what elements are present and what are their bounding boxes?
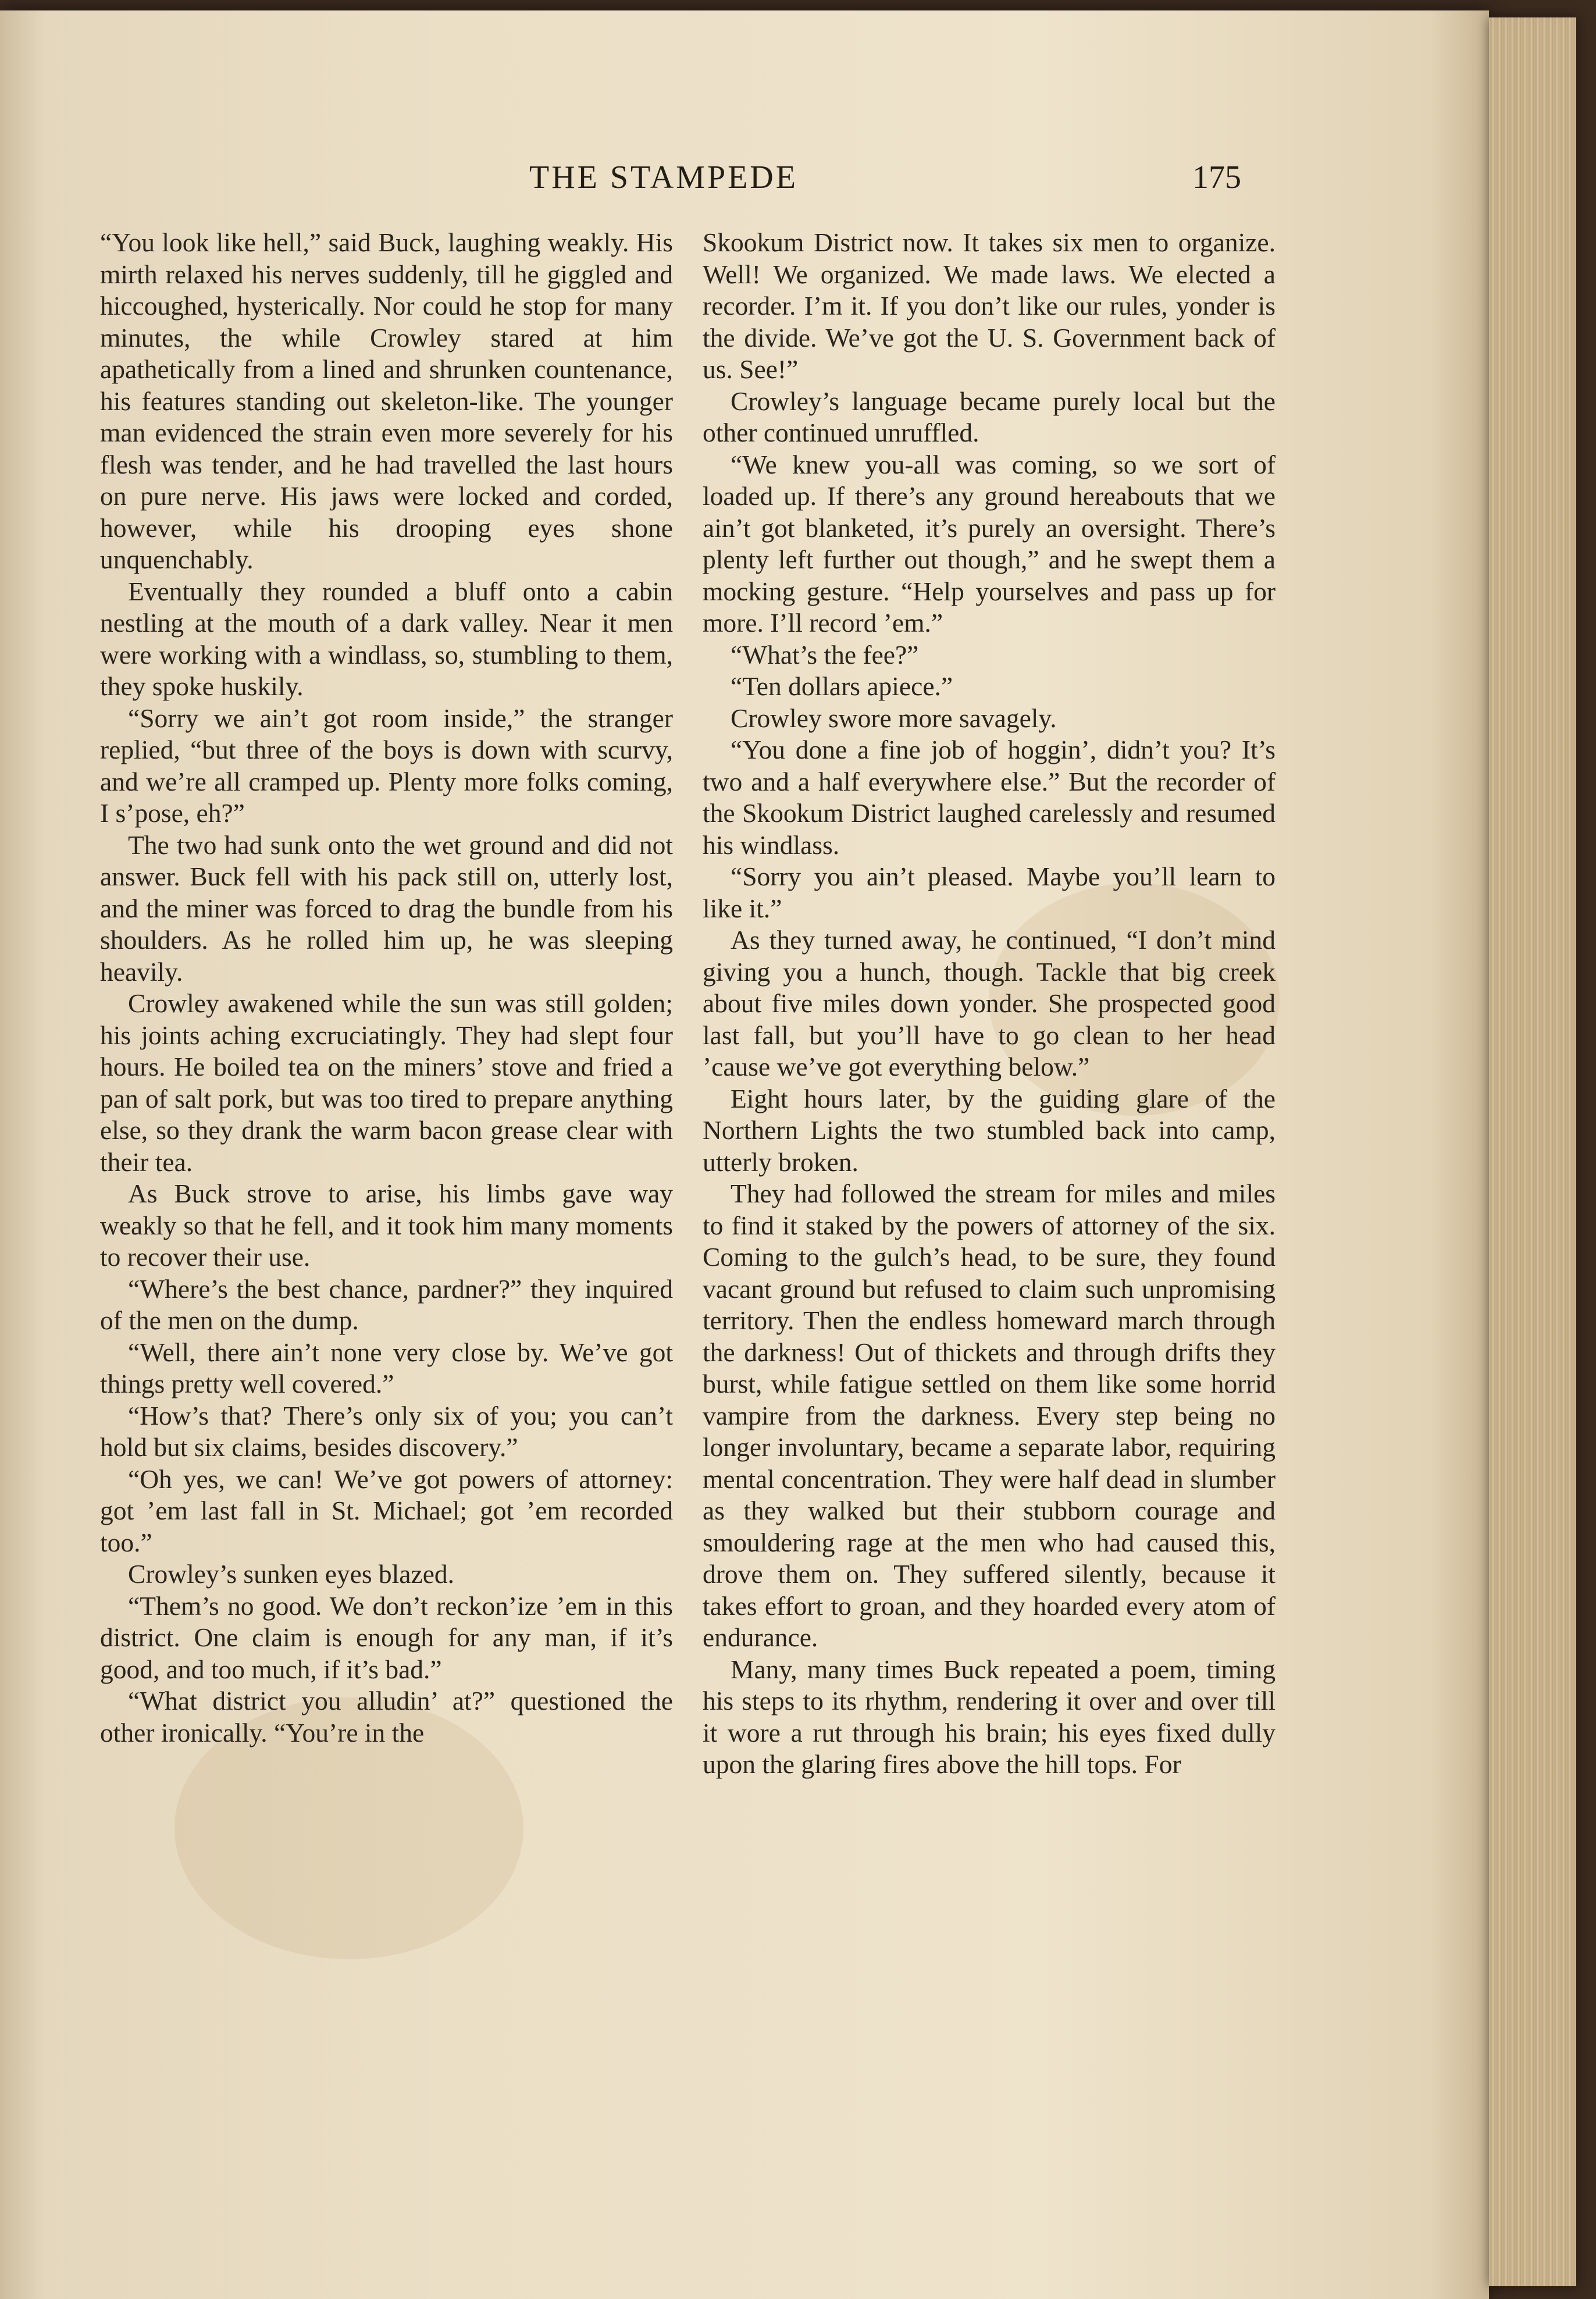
paragraph: “Sorry we ain’t got room inside,” the stranger replied, “but three of the boys is down with scurvy, and we’re all cramped up. Plenty more folks coming, I s’pose, eh?” xyxy=(100,703,673,828)
paragraph: “You done a fine job of hoggin’, didn’t you? It’s two and a half everywhere else.” But the recorder of the Skookum District laughed carelessly and resumed his windlass. xyxy=(703,735,1276,860)
paragraph: The two had sunk onto the wet ground and did not answer. Buck fell with his pack still on, utterly lost, and the miner was forced to drag the bundle from his shoulders. As he rolled him up, he was sleeping heavily. xyxy=(100,830,673,987)
page-number: 175 xyxy=(1192,159,1241,195)
paragraph: Crowley swore more savagely. xyxy=(731,703,1057,733)
paragraph: “What district you alludin’ at?” questioned the other ironically. “You’re in the xyxy=(100,1686,673,1748)
paragraph: “Sorry you ain’t pleased. Maybe you’ll learn to like it.” xyxy=(703,862,1276,923)
paragraph: Skookum District now. It takes six men to organize. Well! We organized. We made laws. We elected a recorder. I’m it. If you don’t like our rules, yonder is the divide. We’ve got the U. S. Government back of us. See!” xyxy=(703,227,1276,384)
paragraph: Eventually they rounded a bluff onto a cabin nestling at the mouth of a dark valley. Near it men were working with a windlass, so, stumbling to them, they spoke huskily. xyxy=(100,576,673,701)
paragraph: “How’s that? There’s only six of you; you can’t hold but six claims, besides discovery.” xyxy=(100,1400,673,1462)
paragraph: “Where’s the best chance, pardner?” they inquired of the men on the dump. xyxy=(100,1273,673,1335)
paragraph: As Buck strove to arise, his limbs gave way weakly so that he fell, and it took him many moments to recover their use. xyxy=(100,1179,673,1272)
paragraph: Crowley’s sunken eyes blazed. xyxy=(128,1559,455,1589)
running-title: THE STAMPEDE xyxy=(529,159,798,195)
book-page xyxy=(0,10,1489,2299)
paragraph: “You look like hell,” said Buck, laughing weakly. His mirth relaxed his nerves suddenly, till he giggled and hiccoughed, hysterically. Nor could he stop for many minutes, the while Crowley stared at him apathetically from a lined and shrunken countenance, his features standing out skeleton-like. The younger man evidenced the strain even more severely for his flesh was tender, and he had travelled the last hours on pure nerve. His jaws were locked and corded, however, while his drooping eyes shone unquenchably. xyxy=(100,227,673,574)
paragraph: “Them’s no good. We don’t reckon’ize ’em in this district. One claim is enough for any man, if it’s good, and too much, if it’s bad.” xyxy=(100,1590,673,1684)
left-column xyxy=(100,227,673,1749)
paragraph: Many, many times Buck repeated a poem, timing his steps to its rhythm, rendering it over and over till it wore a rut through his brain; his eyes fixed dully upon the glaring fires above the hill tops. For xyxy=(703,1654,1276,1779)
paragraph: They had followed the stream for miles and miles to find it staked by the powers of attorney of the six. Coming to the gulch’s head, to be sure, they found vacant ground but refused to claim such unpromising territory. Then the endless homeward march through the darkness! Out of thickets and through drifts they burst, while fatigue settled on them like some horrid vampire from the darkness. Every step being no longer involuntary, became a separate labor, requiring mental concentration. They were half dead in slumber as they walked but their stubborn courage and smouldering rage at the men who had caused this, drove them on. They suffered silently, because it takes effort to groan, and they hoarded every atom of endurance. xyxy=(703,1179,1276,1652)
paragraph: Eight hours later, by the guiding glare of the Northern Lights the two stumbled back into camp, utterly broken. xyxy=(703,1083,1276,1177)
paragraph: “Well, there ain’t none very close by. We’ve got things pretty well covered.” xyxy=(100,1337,673,1398)
paragraph: “Ten dollars apiece.” xyxy=(731,671,953,701)
paragraph: As they turned away, he continued, “I don’t mind giving you a hunch, though. Tackle that big creek about five miles down yonder. She prospected good last fall, but you’ll have to go clean to her head ’cause we’ve got everything below.” xyxy=(703,925,1276,1081)
paragraph: “Oh yes, we can! We’ve got powers of attorney: got ’em last fall in St. Michael; got ’em recorded too.” xyxy=(100,1464,673,1557)
page-edges xyxy=(1489,17,1576,2286)
paragraph: Crowley’s language became purely local but the other continued unruffled. xyxy=(703,386,1276,447)
right-column xyxy=(703,227,1276,1781)
paragraph: “We knew you-all was coming, so we sort of loaded up. If there’s any ground hereabouts that we ain’t got blanketed, it’s purely an oversight. There’s plenty left further out though,” and he swept them a mocking gesture. “Help yourselves and pass up for more. I’ll record ’em.” xyxy=(703,449,1276,638)
paragraph: Crowley awakened while the sun was still golden; his joints aching excruciatingly. They had slept four hours. He boiled tea on the miners’ stove and fried a pan of salt pork, but was too tired to prepare anything else, so they drank the warm bacon grease clear with their tea. xyxy=(100,988,673,1177)
paragraph: “What’s the fee?” xyxy=(731,639,919,670)
page-header xyxy=(0,159,1489,205)
